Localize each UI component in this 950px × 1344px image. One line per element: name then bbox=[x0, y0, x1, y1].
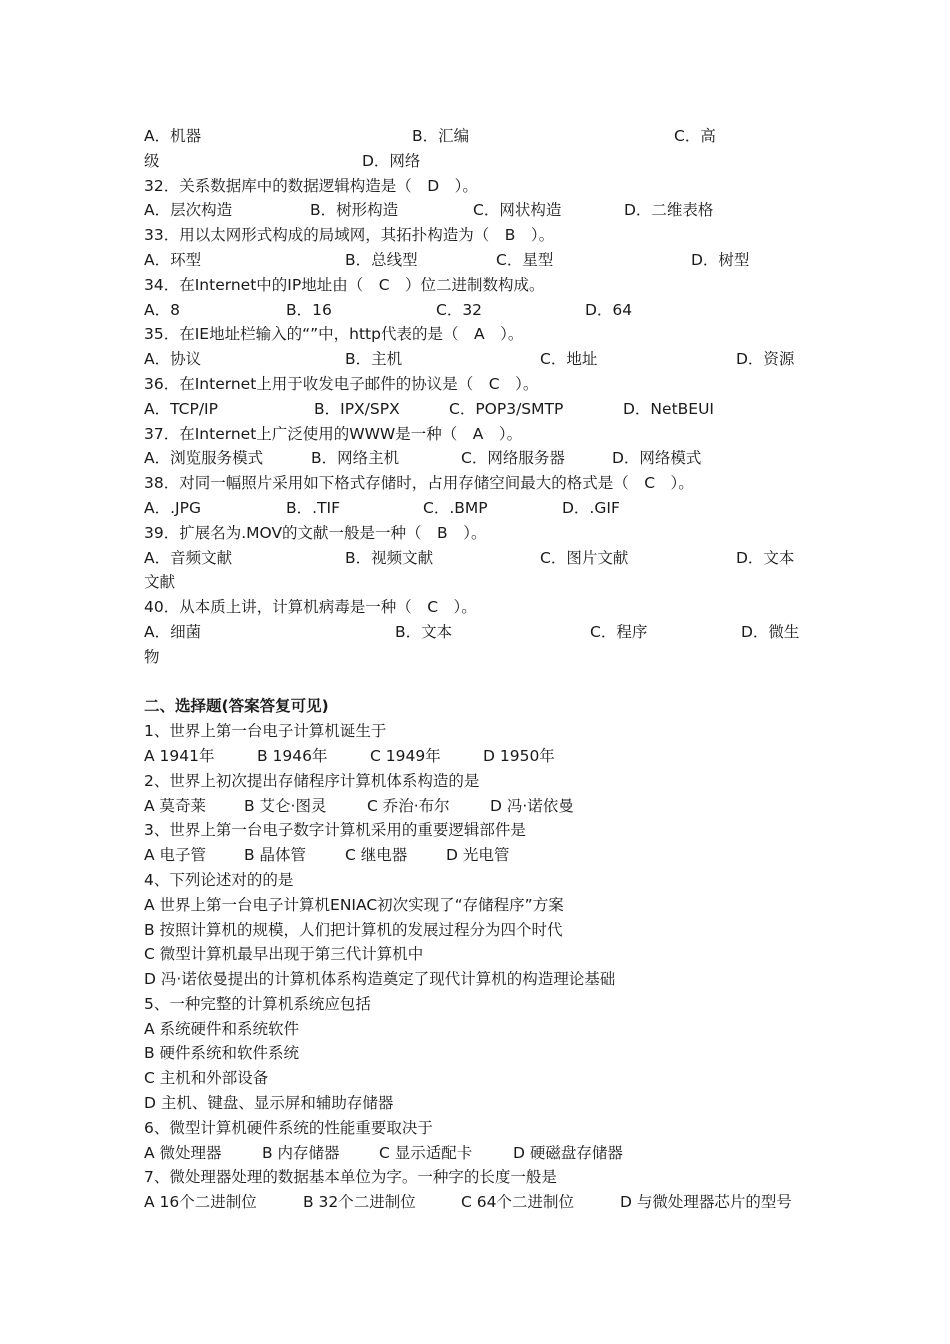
q35-option-b: B．主机 bbox=[345, 350, 403, 369]
s2-q6-option-d: D 硬磁盘存储器 bbox=[513, 1143, 623, 1162]
q35-options bbox=[144, 347, 824, 372]
s2-q7-option-a: A 16个二进制位 bbox=[144, 1193, 257, 1212]
q39-options-wrap: 文献 bbox=[144, 573, 176, 592]
q33-text: 33．用以太网形式构成的局域网，其拓扑构造为（ B ）。 bbox=[144, 226, 555, 245]
s2-q7-option-b: B 32个二进制位 bbox=[303, 1193, 416, 1212]
q33-options bbox=[144, 248, 824, 273]
s2-q1-option-d: D 1950年 bbox=[483, 746, 555, 765]
s2-q7-option-d: D 与微处理器芯片的型号 bbox=[620, 1193, 792, 1212]
q36-text: 36．在Internet上用于收发电子邮件的协议是（ C ）。 bbox=[144, 374, 539, 393]
q40-options-wrap: 物 bbox=[144, 647, 160, 666]
s2-q3-option-c: C 继电器 bbox=[345, 846, 408, 865]
q31-option-a: A．机器 bbox=[144, 127, 202, 145]
q34-text: 34．在Internet中的IP地址由（ C ）位二进制数构成。 bbox=[144, 275, 545, 294]
s2-q1-text: 1、世界上第一台电子计算机诞生于 bbox=[144, 722, 387, 741]
q33-option-b: B．总线型 bbox=[345, 250, 418, 269]
q37-options bbox=[144, 446, 824, 471]
s2-q2-option-a: A 莫奇莱 bbox=[144, 796, 207, 815]
q38-option-b: B．.TIF bbox=[286, 498, 341, 517]
s2-q4-option-c: C 微型计算机最早出现于第三代计算机中 bbox=[144, 945, 424, 964]
s2-q2-text: 2、世界上初次提出存储程序计算机体系构造的是 bbox=[144, 771, 480, 790]
q37-text: 37．在Internet上广泛使用的WWW是一种（ A ）。 bbox=[144, 424, 523, 443]
s2-q3-option-d: D 光电管 bbox=[446, 846, 510, 865]
q35-option-d: D．资源 bbox=[736, 350, 795, 369]
q39-text: 39．扩展名为.MOV的文献一般是一种（ B ）。 bbox=[144, 523, 487, 542]
s2-q1-option-a: A 1941年 bbox=[144, 746, 215, 765]
s2-q5-text: 5、一种完整的计算机系统应包括 bbox=[144, 994, 371, 1013]
q38-text: 38．对同一幅照片采用如下格式存储时，占用存储空间最大的格式是（ C ）。 bbox=[144, 474, 694, 493]
s2-q3-option-a: A 电子管 bbox=[144, 846, 207, 865]
q40-text: 40．从本质上讲，计算机病毒是一种（ C ）。 bbox=[144, 598, 477, 617]
s2-q7-text: 7、微处理器处理的数据基本单位为字。一种字的长度一般是 bbox=[144, 1168, 557, 1187]
q32-text: 32．关系数据库中的数据逻辑构造是（ D ）。 bbox=[144, 176, 478, 195]
q31-options-wrap bbox=[144, 149, 824, 174]
s2-q6-option-a: A 微处理器 bbox=[144, 1143, 222, 1162]
q35-option-c: C．地址 bbox=[540, 350, 598, 369]
s2-q6-option-c: C 显示适配卡 bbox=[379, 1143, 473, 1162]
q31-option-b: B．汇编 bbox=[412, 127, 470, 145]
q40-option-a: A．细菌 bbox=[144, 622, 202, 641]
q40-options bbox=[144, 620, 824, 645]
q40-option-c: C．程序 bbox=[590, 622, 648, 641]
s2-q4-option-d: D 冯·诺依曼提出的计算机体系构造奠定了现代计算机的构造理论基础 bbox=[144, 970, 616, 989]
s2-q6-text: 6、微型计算机硬件系统的性能重要取决于 bbox=[144, 1118, 433, 1137]
s2-q5-option-b: B 硬件系统和软件系统 bbox=[144, 1044, 300, 1063]
q38-option-c: C．.BMP bbox=[423, 498, 488, 517]
s2-q2-option-b: B 艾仑·图灵 bbox=[244, 796, 327, 815]
q36-option-a: A．TCP/IP bbox=[144, 399, 218, 418]
q31-option-c: C．高 bbox=[674, 127, 716, 145]
q33-option-c: C．星型 bbox=[496, 250, 554, 269]
q34-options bbox=[144, 298, 824, 323]
q38-options bbox=[144, 496, 824, 521]
section-spacer bbox=[144, 670, 824, 695]
q35-text: 35．在IE地址栏输入的“”中，http代表的是（ A ）。 bbox=[144, 325, 524, 344]
q34-option-b: B．16 bbox=[286, 300, 332, 319]
s2-q2-option-c: C 乔治·布尔 bbox=[367, 796, 450, 815]
q34-option-d: D．64 bbox=[585, 300, 633, 319]
q39-option-c: C．图片文献 bbox=[540, 548, 629, 567]
q32-option-c: C．网状构造 bbox=[473, 201, 562, 220]
q40-option-b: B．文本 bbox=[395, 622, 453, 641]
s2-q6-option-b: B 内存储器 bbox=[262, 1143, 340, 1162]
q36-option-c: C．POP3/SMTP bbox=[449, 399, 564, 418]
q37-option-d: D．网络模式 bbox=[612, 449, 702, 468]
q32-option-a: A．层次构造 bbox=[144, 201, 233, 220]
s2-q6-options bbox=[144, 1141, 824, 1166]
s2-q3-option-b: B 晶体管 bbox=[244, 846, 307, 865]
s2-q5-option-a: A 系统硬件和系统软件 bbox=[144, 1019, 300, 1038]
q31-option-c-wrap: 级 bbox=[144, 151, 160, 170]
q31-options bbox=[144, 124, 824, 149]
q31-option-d: D．网络 bbox=[362, 151, 421, 170]
s2-q5-option-d: D 主机、键盘、显示屏和辅助存储器 bbox=[144, 1094, 394, 1113]
q32-option-d: D．二维表格 bbox=[624, 201, 714, 220]
q37-option-b: B．网络主机 bbox=[311, 449, 400, 468]
q39-options bbox=[144, 546, 824, 571]
s2-q7-option-c: C 64个二进制位 bbox=[461, 1193, 574, 1212]
q36-option-d: D．NetBEUI bbox=[623, 399, 714, 418]
q34-option-c: C．32 bbox=[436, 300, 483, 319]
q32-options bbox=[144, 198, 824, 223]
q38-option-d: D．.GIF bbox=[562, 498, 620, 517]
q36-option-b: B．IPX/SPX bbox=[314, 399, 400, 418]
q33-option-a: A．环型 bbox=[144, 250, 202, 269]
q34-option-a: A．8 bbox=[144, 300, 180, 319]
s2-q2-options bbox=[144, 794, 824, 819]
s2-q3-options bbox=[144, 843, 824, 868]
s2-q3-text: 3、世界上第一台电子数字计算机采用的重要逻辑部件是 bbox=[144, 821, 526, 840]
q36-options bbox=[144, 397, 824, 422]
s2-q7-options bbox=[144, 1190, 824, 1215]
q33-option-d: D．树型 bbox=[691, 250, 750, 269]
q39-option-d: D．文本 bbox=[736, 548, 795, 567]
s2-q4-option-b: B 按照计算机的规模，人们把计算机的发展过程分为四个时代 bbox=[144, 920, 563, 939]
q35-option-a: A．协议 bbox=[144, 350, 202, 369]
s2-q4-option-a: A 世界上第一台电子计算机ENIAC初次实现了“存储程序”方案 bbox=[144, 895, 564, 914]
s2-q1-option-b: B 1946年 bbox=[257, 746, 328, 765]
s2-q4-text: 4、下列论述对的的是 bbox=[144, 870, 294, 889]
q37-option-c: C．网络服务器 bbox=[461, 449, 565, 468]
document-page bbox=[144, 124, 824, 1215]
s2-q1-option-c: C 1949年 bbox=[370, 746, 441, 765]
q40-option-d: D．微生 bbox=[741, 622, 800, 641]
s2-q2-option-d: D 冯·诺依曼 bbox=[490, 796, 574, 815]
q39-option-a: A．音频文献 bbox=[144, 548, 233, 567]
s2-q5-option-c: C 主机和外部设备 bbox=[144, 1069, 269, 1088]
q39-option-b: B．视频文献 bbox=[345, 548, 434, 567]
q38-option-a: A．.JPG bbox=[144, 498, 201, 517]
q32-option-b: B．树形构造 bbox=[310, 201, 399, 220]
q37-option-a: A．浏览服务模式 bbox=[144, 449, 264, 468]
section2-heading: 二、选择题(答案答复可见) bbox=[144, 697, 329, 716]
s2-q1-options bbox=[144, 744, 824, 769]
